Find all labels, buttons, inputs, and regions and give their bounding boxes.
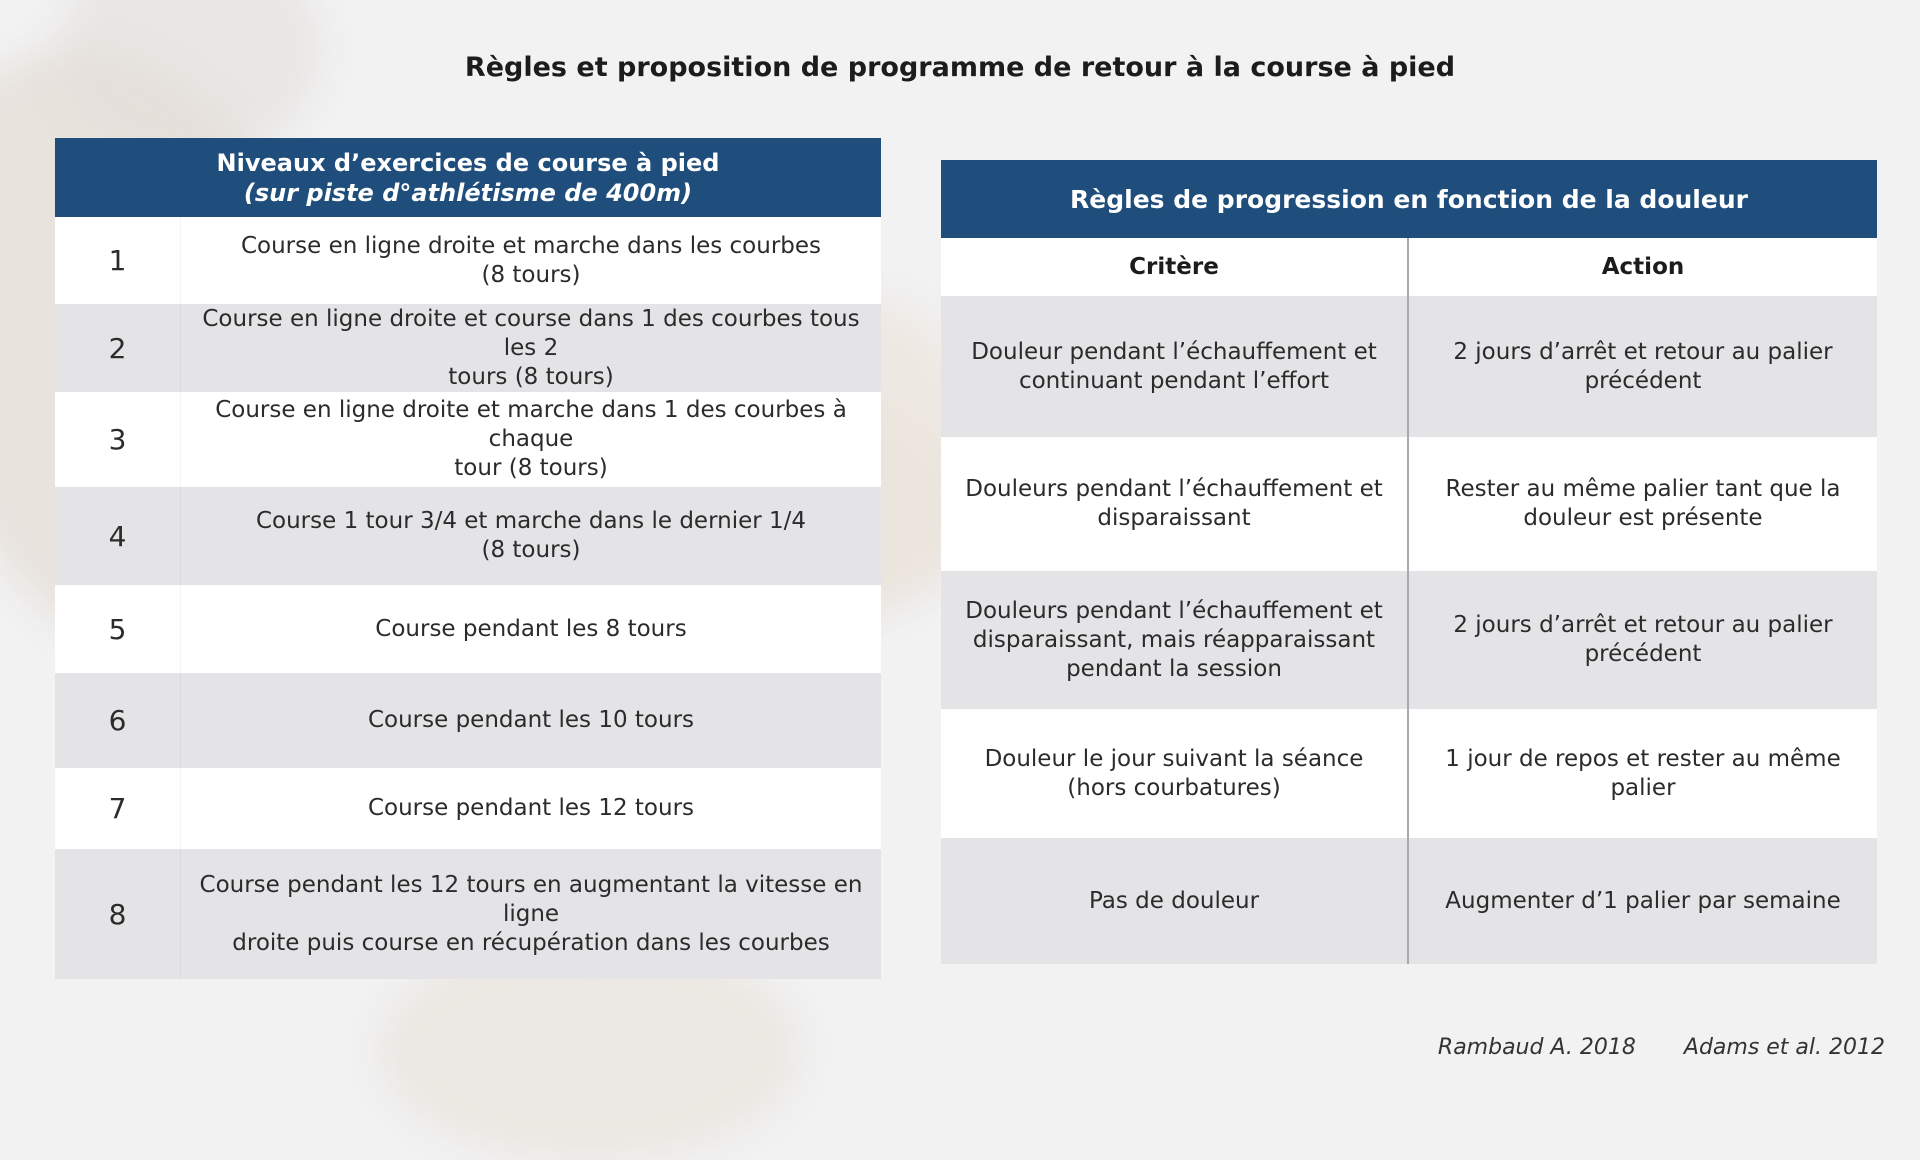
page-title: Règles et proposition de programme de retour à la course à pied [464,52,1456,83]
action-cell [1409,296,1877,437]
level-number: 4 [55,487,181,585]
level-description-line: Course en ligne droite et marche dans les courbes [240,232,822,259]
level-description [181,871,881,958]
critere-line: (hors courbatures) [1067,774,1281,801]
critere-line: Douleur le jour suivant la séance [984,745,1364,772]
critere-line: pendant la session [1066,655,1282,682]
critere-cell [941,437,1409,571]
level-number: 1 [55,217,181,304]
critere-cell [941,709,1409,838]
level-number: 2 [55,304,181,392]
critere-cell [941,571,1409,709]
level-row [55,585,881,673]
critere-cell [941,296,1409,437]
critere-line: Douleurs pendant l’échauffement et [965,476,1383,502]
column-header-action: Action [1601,253,1685,280]
level-row [55,304,881,392]
level-description [181,615,881,644]
level-description [181,305,881,392]
level-description-line: Course pendant les 12 tours [367,795,695,821]
level-row [55,392,881,487]
level-row [55,768,881,849]
progression-column-headers [941,238,1877,296]
level-description [181,706,881,735]
progression-row [941,838,1877,964]
reference-citation: Rambaud A. 2018 [1437,1035,1636,1060]
level-description-line: Course en ligne droite et marche dans 1 des courbes à chaque [215,397,847,452]
progression-row [941,296,1877,437]
level-description [181,507,881,565]
level-description-line: Course 1 tour 3/4 et marche dans le dernier 1/4 [255,508,807,534]
level-description [181,232,881,290]
level-number: 5 [55,585,181,673]
critere-line: Douleur pendant l’échauffement et [971,338,1377,365]
action-line: 2 jours d’arrêt et retour au palier [1453,612,1833,638]
level-description-line: (8 tours) [481,261,581,288]
progression-row [941,709,1877,838]
critere-line: disparaissant, mais réapparaissant [972,626,1376,653]
critere-cell [941,838,1409,964]
level-row [55,487,881,585]
action-line: 2 jours d’arrêt et retour au palier [1453,338,1833,365]
level-row [55,673,881,768]
progression-table-header: Règles de progression en fonction de la douleur [941,160,1877,238]
level-row [55,217,881,304]
levels-table-header [55,138,881,217]
levels-table [55,138,881,979]
level-description-line: droite puis course en récupération dans les courbes [232,929,830,956]
level-description-line: tours (8 tours) [448,363,614,390]
action-line: Rester au même palier tant que la [1445,476,1841,502]
progression-row [941,571,1877,709]
reference-citation: Adams et al. 2012 [1683,1035,1885,1060]
levels-header-title: Niveaux d’exercices de course à pied [216,148,720,177]
action-line: Augmenter d’1 palier par semaine [1445,887,1841,914]
level-number: 3 [55,392,181,487]
level-number: 6 [55,673,181,768]
progression-row [941,437,1877,571]
critere-line: Pas de douleur [1088,887,1260,914]
action-line: 1 jour de repos et rester au même palier [1445,745,1841,801]
level-number: 7 [55,768,181,849]
level-description-line: (8 tours) [481,537,581,563]
levels-header-subtitle: (sur piste d°athlétisme de 400m) [243,178,693,207]
action-cell [1409,838,1877,964]
action-line: douleur est présente [1523,505,1763,531]
level-row [55,849,881,979]
action-cell [1409,437,1877,571]
level-description-line: Course pendant les 10 tours [367,707,695,733]
references [1438,1035,1885,1060]
action-line: précédent [1584,367,1702,394]
action-cell [1409,571,1877,709]
level-number: 8 [55,849,181,979]
critere-line: Douleurs pendant l’échauffement et [965,597,1383,624]
level-description [181,396,881,483]
column-header-critere: Critère [941,238,1409,296]
level-description [181,794,881,823]
action-cell [1409,709,1877,838]
level-description-line: Course pendant les 12 tours en augmentant la vitesse en ligne [199,871,863,927]
progression-table [941,160,1877,964]
critere-line: disparaissant [1097,505,1251,531]
action-line: précédent [1584,641,1702,667]
critere-line: continuant pendant l’effort [1018,367,1329,394]
level-description-line: Course en ligne droite et course dans 1 des courbes tous les 2 [202,305,860,361]
level-description-line: tour (8 tours) [454,455,608,481]
level-description-line: Course pendant les 8 tours [375,615,687,642]
